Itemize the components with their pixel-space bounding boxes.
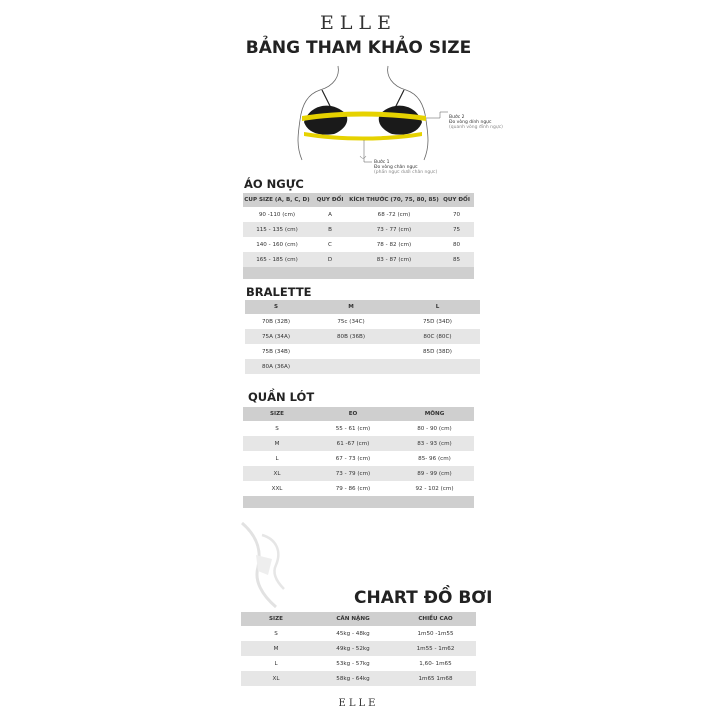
swim-chart-title: CHART ĐỒ BƠI bbox=[354, 588, 493, 608]
brand-logo: ELLE bbox=[320, 12, 397, 34]
table-cell: 58kg - 64kg bbox=[311, 671, 395, 686]
table-cell: 1m50 -1m55 bbox=[395, 626, 476, 641]
footer-brand-logo: ELLE bbox=[338, 698, 379, 709]
table-row bbox=[243, 481, 474, 496]
table-cell: 80A (36A) bbox=[245, 359, 307, 374]
table-cell: 49kg - 52kg bbox=[311, 641, 395, 656]
table-row bbox=[243, 252, 474, 267]
table-cell: 80B (36B) bbox=[307, 329, 395, 344]
column-header: QUY ĐỔI bbox=[311, 193, 349, 207]
table-cell: 165 - 185 (cm) bbox=[243, 252, 311, 267]
table-row bbox=[243, 421, 474, 436]
table-row bbox=[245, 359, 480, 374]
table-cell: 1m65 1m68 bbox=[395, 671, 476, 686]
column-header: CÂN NẶNG bbox=[311, 612, 395, 626]
table-cell: 70 bbox=[439, 207, 474, 222]
table-cell: XL bbox=[241, 671, 311, 686]
table-cell: 75B (34B) bbox=[245, 344, 307, 359]
table-row bbox=[243, 436, 474, 451]
table-cell: 75 bbox=[439, 222, 474, 237]
table-cell: S bbox=[241, 626, 311, 641]
panties-section-title: QUẦN LÓT bbox=[248, 390, 315, 404]
table-cell: M bbox=[243, 436, 311, 451]
table-cell: 75D (34D) bbox=[395, 314, 480, 329]
table-cell: L bbox=[241, 656, 311, 671]
table-cell: B bbox=[311, 222, 349, 237]
table-cell: L bbox=[243, 451, 311, 466]
step1-label: Bước 1 bbox=[374, 160, 390, 165]
column-header: CHIỀU CAO bbox=[395, 612, 476, 626]
table-row bbox=[241, 641, 476, 656]
column-header: QUY ĐỔI bbox=[439, 193, 474, 207]
table-cell: 78 - 82 (cm) bbox=[349, 237, 439, 252]
table-cell: M bbox=[241, 641, 311, 656]
column-header: L bbox=[395, 300, 480, 314]
table-cell: 73 - 77 (cm) bbox=[349, 222, 439, 237]
table-cell: 80 bbox=[439, 237, 474, 252]
table-row bbox=[243, 237, 474, 252]
bralette-section-title: BRALETTE bbox=[246, 285, 312, 299]
panties-size-table bbox=[243, 407, 474, 508]
table-cell: 85D (38D) bbox=[395, 344, 480, 359]
table-cell: 80C (80C) bbox=[395, 329, 480, 344]
table-cell: 75A (34A) bbox=[245, 329, 307, 344]
table-cell: 85 bbox=[439, 252, 474, 267]
table-cell: S bbox=[243, 421, 311, 436]
bralette-size-table bbox=[245, 300, 480, 374]
table-row bbox=[241, 671, 476, 686]
table-footer bbox=[243, 496, 474, 508]
table-cell: A bbox=[311, 207, 349, 222]
table-cell: 1,60- 1m65 bbox=[395, 656, 476, 671]
bra-measurement-illustration bbox=[280, 64, 460, 174]
table-row bbox=[245, 314, 480, 329]
page-title: BẢNG THAM KHẢO SIZE bbox=[245, 38, 472, 58]
step1-note bbox=[374, 160, 437, 175]
table-cell: 75c (34C) bbox=[307, 314, 395, 329]
step2-desc: Đo vòng dính ngực bbox=[449, 120, 492, 125]
table-row bbox=[243, 466, 474, 481]
table-cell bbox=[395, 359, 480, 374]
table-cell: 80 - 90 (cm) bbox=[395, 421, 474, 436]
step1-desc: Đo vòng chân ngực bbox=[374, 165, 418, 170]
table-row bbox=[241, 656, 476, 671]
table-cell: XXL bbox=[243, 481, 311, 496]
swimsuit-silhouette-illustration bbox=[232, 515, 302, 615]
bra-section-title: ÁO NGỰC bbox=[244, 177, 304, 191]
table-cell: 85- 96 (cm) bbox=[395, 451, 474, 466]
step2-label: Bước 2 bbox=[449, 115, 465, 120]
table-cell: 61 -67 (cm) bbox=[311, 436, 395, 451]
bra-size-table bbox=[243, 193, 474, 279]
table-footer bbox=[243, 267, 474, 279]
table-cell: 1m55 - 1m62 bbox=[395, 641, 476, 656]
column-header: KÍCH THƯỚC (70, 75, 80, 85) bbox=[349, 193, 439, 207]
table-cell: XL bbox=[243, 466, 311, 481]
table-row bbox=[243, 222, 474, 237]
table-cell: 92 - 102 (cm) bbox=[395, 481, 474, 496]
table-cell: 79 - 86 (cm) bbox=[311, 481, 395, 496]
table-row bbox=[245, 329, 480, 344]
column-header: SIZE bbox=[241, 612, 311, 626]
table-cell: C bbox=[311, 237, 349, 252]
table-cell: 83 - 93 (cm) bbox=[395, 436, 474, 451]
table-cell: 45kg - 48kg bbox=[311, 626, 395, 641]
table-cell: 53kg - 57kg bbox=[311, 656, 395, 671]
table-cell: 73 - 79 (cm) bbox=[311, 466, 395, 481]
step1-sub: (phần ngực dưới chân ngực) bbox=[374, 170, 438, 175]
table-cell: 67 - 73 (cm) bbox=[311, 451, 395, 466]
step2-sub: (quanh vòng đỉnh ngực) bbox=[449, 125, 503, 130]
table-cell: 90 -110 (cm) bbox=[243, 207, 311, 222]
table-row bbox=[243, 451, 474, 466]
swim-size-table bbox=[241, 612, 476, 686]
table-cell: 83 - 87 (cm) bbox=[349, 252, 439, 267]
table-cell: D bbox=[311, 252, 349, 267]
column-header: CUP SIZE (A, B, C, D) bbox=[243, 193, 311, 207]
table-cell bbox=[307, 344, 395, 359]
table-row bbox=[241, 626, 476, 641]
table-row bbox=[245, 344, 480, 359]
table-cell: 115 - 135 (cm) bbox=[243, 222, 311, 237]
column-header: SIZE bbox=[243, 407, 311, 421]
table-cell: 140 - 160 (cm) bbox=[243, 237, 311, 252]
column-header: M bbox=[307, 300, 395, 314]
table-cell: 55 - 61 (cm) bbox=[311, 421, 395, 436]
column-header: MÔNG bbox=[395, 407, 474, 421]
column-header: S bbox=[245, 300, 307, 314]
step2-note bbox=[449, 115, 503, 130]
table-row bbox=[243, 207, 474, 222]
table-cell: 70B (32B) bbox=[245, 314, 307, 329]
table-cell: 68 -72 (cm) bbox=[349, 207, 439, 222]
table-cell: 89 - 99 (cm) bbox=[395, 466, 474, 481]
column-header: EO bbox=[311, 407, 395, 421]
table-cell bbox=[307, 359, 395, 374]
